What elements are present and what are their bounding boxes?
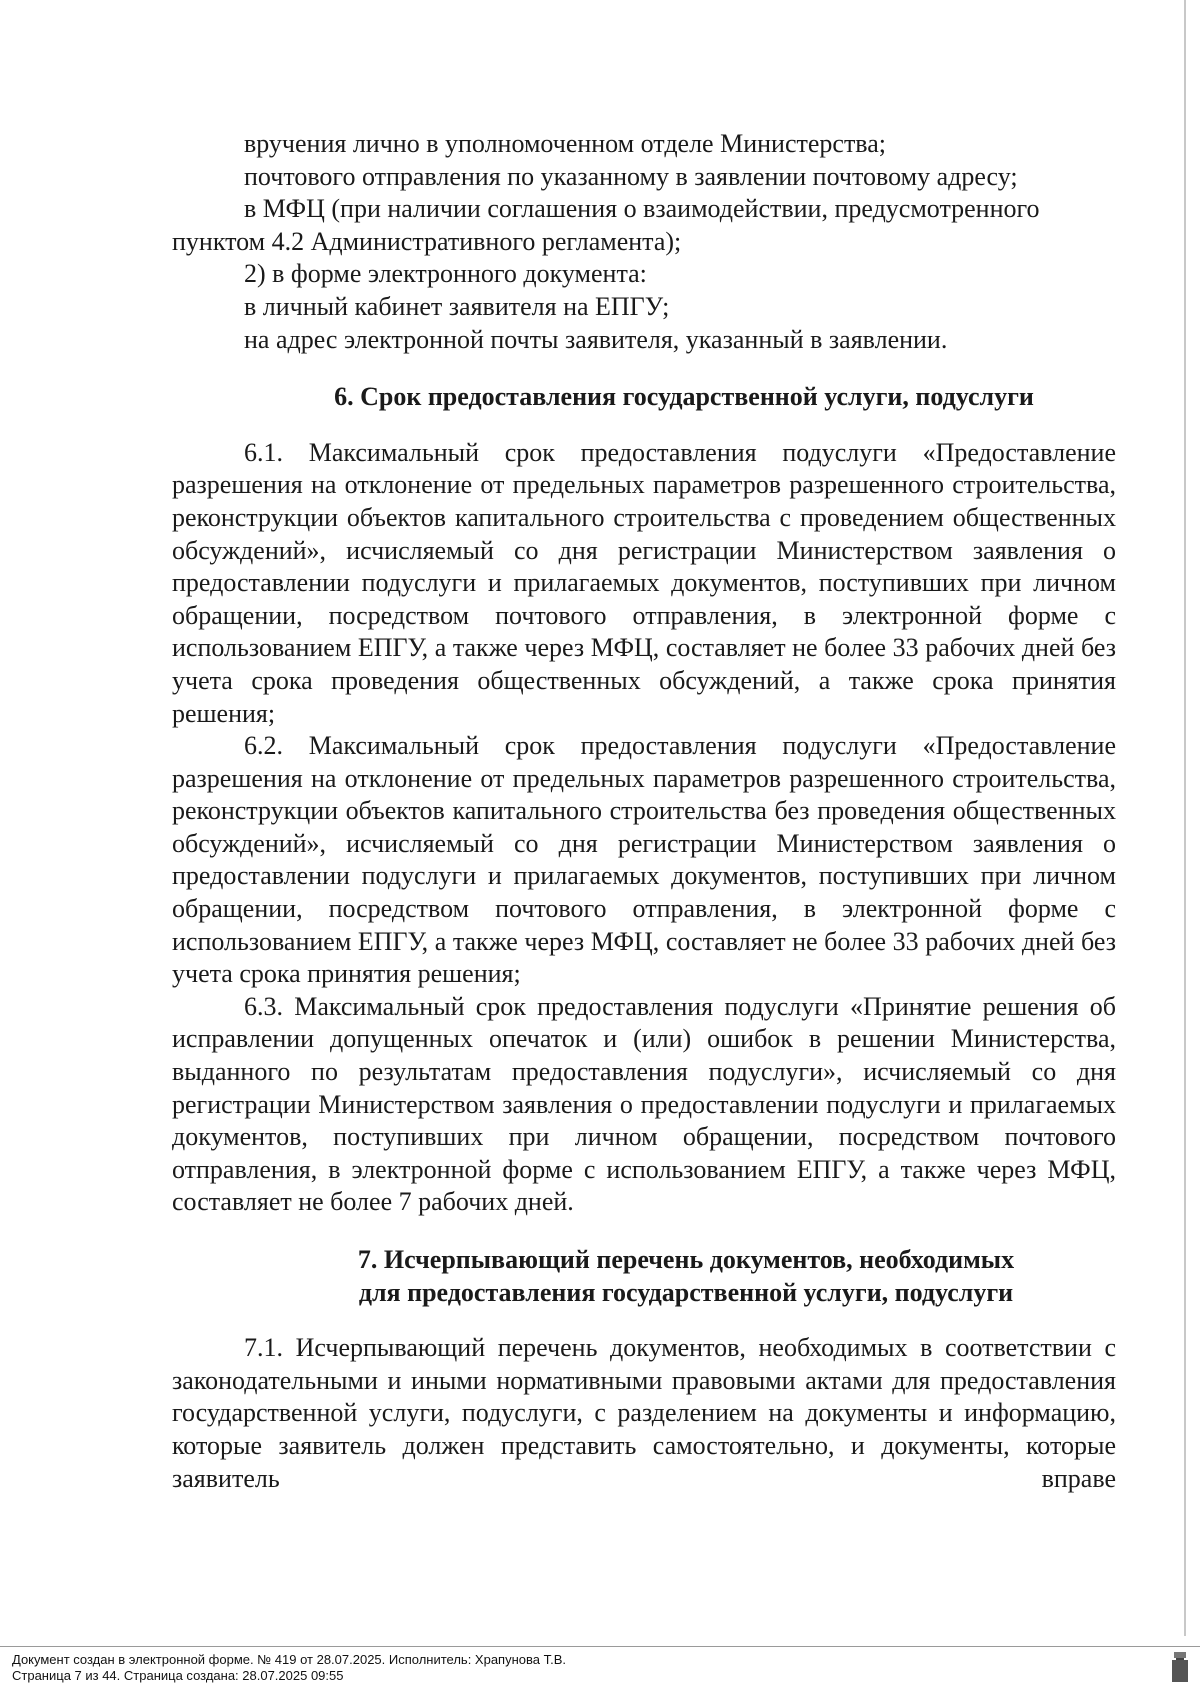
list-item: почтового отправления по указанному в заявлении почтовому адресу; [244,161,1018,191]
footer-line2: Страница 7 из 44. Страница создана: 28.07.2025 09:55 [12,1668,344,1683]
section-7-title-line1: 7. Исчерпывающий перечень документов, необходимых [357,1245,1015,1274]
document-stamp-icon [1170,1650,1190,1684]
list-item: вручения лично в уполномоченном отделе Министерства; [244,129,887,158]
paragraph-6-2: 6.2. Максимальный срок предоставления подуслуги «Предоставление разрешения на отклонение от предельных параметров разрешенного строительства, реконструкции объектов капитального строительства без проведения общественных обсуждений», исчисляемый со дня регистрации Министерством заявления о предоставлении подуслуги и прилагаемых документов, поступивших при личном обращении, посредством почтового отправления, в электронной форме с использованием ЕПГУ, а также через МФЦ, составляет не более 33 рабочих дней без учета срока принятия решения; [172,731,1116,989]
section-7-title-line2: для предоставления государственной услуги, подуслуги [358,1277,1014,1307]
list-item: на адрес электронной почты заявителя, указанный в заявлении. [244,324,948,354]
footer-line1: Документ создан в электронной форме. № 419 от 28.07.2025. Исполнитель: Храпунова Т.В. [12,1652,567,1667]
paragraph-6-1: 6.1. Максимальный срок предоставления подуслуги «Предоставление разрешения на отклонение от предельных параметров разрешенного строительства, реконструкции объектов капитального строительства с проведением общественных обсуждений», исчисляемый со дня регистрации Министерством заявления о предоставлении подуслуги и прилагаемых документов, поступивших при личном обращении, посредством почтового отправления, в электронной форме с использованием ЕПГУ, а также через МФЦ, составляет не более 33 рабочих дней без учета срока проведения общественных обсуждений, а также срока принятия решения; [172,437,1116,728]
document-body [172,128,1116,1495]
paragraph-6-3: 6.3. Максимальный срок предоставления подуслуги «Принятие решения об исправлении допущенных опечаток и (или) ошибок в решении Министерства, выданного по результатам предоставления подуслуги», исчисляемый со дня регистрации Министерством заявления о предоставлении подуслуги и прилагаемых документов, поступивших при личном обращении, посредством почтового отправления, в электронной форме с использованием ЕПГУ, а также через МФЦ, составляет не более 7 рабочих дней. [172,991,1116,1217]
document-footer [12,1652,566,1684]
list-item-continuation: пунктом 4.2 Административного регламента); [172,226,682,256]
footer-divider [0,1646,1200,1647]
list-item: в личный кабинет заявителя на ЕПГУ; [244,291,670,321]
list-item: в МФЦ (при наличии соглашения о взаимодействии, предусмотренного [244,194,1040,224]
scan-edge [1184,0,1186,1636]
list-item: 2) в форме электронного документа: [244,259,647,289]
section-6-title: 6. Срок предоставления государственной услуги, подуслуги [334,382,1034,412]
section-7-title [172,1244,1116,1309]
paragraph-7-1: 7.1. Исчерпывающий перечень документов, необходимых в соответствии с законодательными и иными нормативными правовыми актами для предоставления государственной услуги, подуслуги, с разделением на документы и информацию, которые заявитель должен представить самостоятельно, и документы, которые заявитель вправе [172,1333,1116,1493]
